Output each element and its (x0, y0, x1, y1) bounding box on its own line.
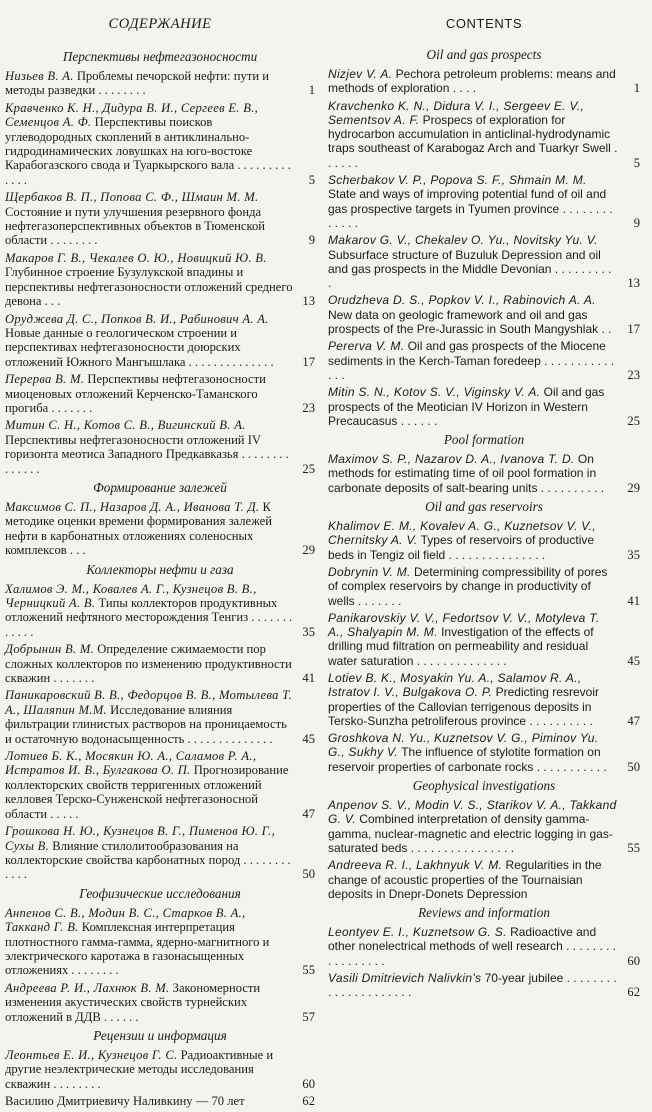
entry-title: Глубинное строение Бузулукской впадины и перспективы нефтегазоносности отложений среднего девона . . . (5, 265, 293, 309)
entry-page-number: 55 (627, 840, 640, 855)
entry-page-number: 62 (302, 1094, 315, 1109)
toc-entry[interactable] (328, 925, 640, 968)
entry-title: Прогнозирование коллекторских свойств терригенных отложений келловея Терско-Сунженской нефтегазоносной области . . . . . (5, 763, 289, 821)
entry-text (328, 611, 618, 668)
entry-text (5, 688, 293, 746)
entry-authors: Андреева Р. И., Лахнюк В. М. (5, 980, 170, 995)
entry-page-number: 60 (627, 953, 640, 968)
entry-page-number: 1 (633, 81, 640, 96)
entry-authors: Максимов С. П., Назаров Д. А., Иванова Т. Д. (5, 499, 260, 514)
entry-authors: Добрынин В. М. (5, 642, 95, 657)
russian-title: СОДЕРЖАНИЕ (108, 16, 212, 32)
entry-title: State and ways of improving potential fund of oil and gas prospective targets in Tyumen province . . . . . . . . . . . . . (328, 187, 613, 230)
entry-title: К методике оценки времени формирования залежей нефти в карбонатных отложениях соленосных комплексов . . . (5, 499, 272, 558)
toc-entry[interactable] (328, 293, 640, 336)
russian-contents-column (5, 0, 315, 1112)
entry-title: Oil and gas prospects of the Meotician IV Horizon in Western Precaucasus . . . . . . (328, 385, 605, 428)
toc-entry[interactable] (328, 611, 640, 668)
entry-title: Закономерности изменения акустических свойств турнейских отложений в ДДВ . . . . . . (5, 980, 261, 1024)
toc-entry[interactable] (328, 233, 640, 290)
entry-authors: Оруджева Д. С., Попков В. И., Рабинович А. А. (5, 311, 269, 326)
entry-text (5, 190, 293, 248)
entry-text (328, 99, 618, 170)
entry-text (328, 519, 618, 562)
toc-entry[interactable] (5, 372, 315, 415)
entry-authors: Кравченко К. Н., Дидура В. И., Сергеев Е. В., Семенцов А. Ф. (5, 100, 259, 130)
toc-entry[interactable] (5, 251, 315, 309)
entry-title: Перспективы нефтегазоносности миоценовых отложений Керченско-Таманского прогиба . . . . . . . (5, 372, 266, 415)
entry-authors: Maximov S. P., Nazarov D. A., Ivanova T. D. (328, 452, 575, 467)
entry-authors: Лотиев Б. К., Мосякин Ю. А., Саламов Р. А., Истратов И. В., Булгакова О. П. (5, 749, 257, 778)
entry-page-number: 13 (627, 276, 640, 291)
entry-title: Радиоактивные и другие неэлектрические методы исследования скважин . . . . . . . . (5, 1047, 274, 1091)
entry-text (5, 312, 293, 370)
entry-authors: Dobrynin V. M. (328, 564, 411, 579)
entry-authors: Низьев В. А. (5, 69, 74, 83)
entry-page-number: 5 (308, 172, 315, 187)
toc-entry[interactable] (5, 1094, 315, 1108)
entry-text (5, 642, 293, 685)
toc-entry[interactable] (5, 981, 315, 1024)
entry-text (5, 251, 293, 309)
toc-entry[interactable] (5, 824, 315, 882)
entry-page-number: 55 (302, 963, 315, 978)
entry-text (328, 671, 618, 728)
entry-page-number: 47 (627, 713, 640, 728)
entry-text (328, 385, 618, 428)
entry-text (328, 858, 618, 901)
entry-authors: Грошкова Н. Ю., Кузнецов В. Г., Пименов Ю. Г., Сухы В. (5, 824, 276, 853)
toc-entry[interactable] (328, 565, 640, 608)
entry-page-number: 45 (302, 731, 315, 746)
entry-page-number: 9 (308, 233, 315, 248)
entry-title: Перспективы нефтегазоносности отложений IV горизонта меотиса Западного Предкавказья . . . . . . . . . . . . . . (5, 432, 289, 476)
entry-page-number: 29 (302, 543, 315, 558)
toc-entry[interactable] (5, 906, 315, 978)
entry-page-number: 13 (302, 294, 315, 309)
toc-entry[interactable] (5, 101, 315, 187)
toc-entry[interactable] (328, 858, 640, 901)
toc-entry[interactable] (5, 688, 315, 746)
entry-authors: Mitin S. N., Kotov S. V., Viginsky V. A. (328, 385, 541, 400)
entry-text (5, 372, 293, 415)
entry-title: Комплексная интерпретация плотностного гамма-гамма, ядерно-магнитного и электрического каротажа в газонасыщенных отложениях . . . . . . . . (5, 920, 270, 978)
entry-authors: Анпенов С. В., Модин В. С., Старков В. А., Такканд Г. В. (5, 905, 246, 935)
toc-entry[interactable] (5, 1048, 315, 1091)
english-contents-column (328, 0, 640, 1003)
entry-title: Subsurface structure of Buzuluk Depression and oil and gas prospects in the Middle Devonian . . . . . . . . . . (328, 247, 612, 291)
entry-authors: Khalimov E. M., Kovalev A. G., Kuznetsov V. V., Chernitsky A. V. (328, 519, 596, 548)
toc-entry[interactable] (328, 798, 640, 855)
entry-authors: Леонтьев Е. И., Кузнецов Г. С. (5, 1047, 178, 1062)
toc-entry[interactable] (328, 971, 640, 1000)
entry-authors: Andreeva R. I., Lakhnyuk V. M. (328, 858, 503, 873)
entry-authors: Lotiev B. K., Mosyakin Yu. A., Salamov R. A., Istratov I. V., Bulgakova O. P. (328, 670, 582, 700)
section-heading: Oil and gas reservoirs (425, 499, 543, 515)
entry-page-number: 23 (627, 367, 640, 382)
entry-title: Investigation of the effects of drilling mud filtration on permeability and residual water saturation . . . . . . . . . . . . . . (328, 625, 594, 668)
entry-title: The influence of stylotite formation on reservoir properties of carbonate rocks . . . . . . . . . . . (328, 745, 607, 774)
entry-authors: Scherbakov V. P., Popova S. F., Shmain M. M. (328, 173, 587, 188)
entry-page-number: 35 (302, 624, 315, 639)
entry-text (328, 731, 618, 774)
entry-title: New data on geologic framework and oil and gas prospects of the Pre-Jurassic in South Mangyshlak . . (328, 307, 612, 337)
entry-title: Перспективы поисков углеводородных скоплений в антиклинально-гидродинамических ловушках на юго-востоке Карабогазского свода и Туаркырского вала . . . . . . . . . . . . . (5, 115, 291, 187)
entry-text (5, 824, 293, 882)
section-heading: Перспективы нефтегазоносности (62, 49, 258, 64)
entry-title: 70-year jubilee . . . . . . . . . . . . . . . . . . . . . (328, 971, 617, 1000)
entry-title: Влияние стилолитообразования на коллекторские свойства карбонатных пород . . . . . . . . . . . . (5, 838, 291, 882)
entry-text (328, 173, 618, 230)
entry-text (5, 1048, 293, 1091)
entry-title: Исследование влияния фильтрации глинистых растворов на проницаемость и остаточную водонасыщенность . . . . . . . . . . . . . . (5, 702, 287, 746)
entry-authors: Nizjev V. A. (328, 67, 393, 81)
toc-entry[interactable] (328, 99, 640, 170)
entry-text (328, 339, 618, 382)
entry-text (5, 906, 293, 978)
entry-authors: Panikarovskiy V. V., Fedortsov V. V., Motyleva T. A., Shalyapin M. M. (328, 610, 600, 640)
entry-page-number: 50 (302, 867, 315, 882)
entry-authors: Vasili Dmitrievich Nalivkin's (328, 971, 482, 986)
entry-page-number: 41 (302, 671, 315, 686)
entry-page-number: 29 (627, 480, 640, 495)
entry-text (328, 925, 618, 968)
entry-text (5, 981, 293, 1024)
entry-text (5, 1094, 293, 1108)
entry-title: Oil and gas prospects of the Miocene sediments in the Kerch-Taman foredeep . . . . . . . . . . . . . . (328, 339, 615, 382)
entry-page-number: 60 (302, 1076, 315, 1091)
russian-sections (5, 49, 315, 1109)
section-heading: Геофизические исследования (79, 885, 241, 901)
entry-page-number: 17 (627, 322, 640, 337)
toc-entry[interactable] (328, 671, 640, 728)
entry-page-number: 47 (302, 806, 315, 821)
entry-title: Определение сжимаемости пор сложных коллекторов по изменению продуктивности скважин . . . . . . . (5, 642, 292, 686)
entry-title: Combined interpretation of density gamma-gamma, nuclear-magnetic and electric logging in gas-saturated beds . . . . . . . . . . . . . . . . (328, 812, 613, 855)
entry-text (5, 749, 293, 821)
entry-title: Новые данные о геологическом строении и перспективах нефтегазоносности доюрских отложений Южного Мангышлака . . . . . . . . . . . . . . (5, 325, 274, 369)
entry-page-number: 23 (302, 400, 315, 415)
entry-title: Состояние и пути улучшения резервного фонда нефтегазоперспективных объектов в Тюменской области . . . . . . . . (5, 204, 266, 248)
entry-page-number: 1 (308, 83, 315, 98)
entry-title: Типы коллекторов продуктивных отложений нефтяного месторождения Тенгиз . . . . . . . . . . . . (5, 596, 293, 639)
entry-authors: Халимов Э. М., Ковалев А. Г., Кузнецов В. В., Черницкий А. В. (5, 581, 257, 610)
entry-title: Проблемы печорской нефти: пути и методы разведки . . . . . . . . (5, 69, 269, 98)
section-heading: Reviews and information (418, 905, 550, 921)
toc-entry[interactable] (328, 731, 640, 774)
entry-authors: Orudzheva D. S., Popkov V. I., Rabinovich A. A. (328, 293, 596, 308)
entry-title: Determining compressibility of pores of complex reservoirs by change in productivity of wells . . . . . . . (328, 564, 608, 608)
entry-authors: Перерва В. М. (5, 372, 85, 387)
entry-title: Radioactive and other nonelectrical methods of well research . . . . . . . . . . . . . . . . . (328, 925, 617, 968)
entry-title: On methods for estimating time of oil pool formation in carbonate deposits of salt-bearing units . . . . . . . . . . (328, 452, 605, 495)
section-heading: Oil and gas prospects (426, 47, 542, 62)
toc-entry[interactable] (5, 190, 315, 248)
entry-authors: Leontyev E. I., Kuznetsow G. S. (328, 925, 507, 940)
entry-authors: Митин С. Н., Котов С. В., Вигинский В. А. (5, 418, 246, 433)
entry-page-number: 17 (302, 354, 315, 369)
entry-page-number: 25 (302, 461, 315, 476)
entry-page-number: 35 (627, 547, 640, 562)
entry-authors: Kravchenko K. N., Didura V. I., Sergeev E. V., Sementsov A. F. (328, 98, 585, 127)
entry-title: Prospecs of exploration for hydrocarbon accumulation in anticlinal-hydrodynamic traps southeast of Karabogaz Arch and Tuarkyr Swell . . . . . . (328, 112, 618, 170)
entry-authors: Макаров Г. В., Чекалев О. Ю., Новицкий Ю. В. (5, 250, 267, 265)
entry-page-number: 50 (627, 759, 640, 774)
toc-entry[interactable] (328, 173, 640, 230)
english-title: CONTENTS (445, 16, 523, 31)
entry-text (328, 971, 618, 1000)
english-sections (328, 47, 640, 1000)
entry-text (328, 798, 618, 855)
entry-text (328, 565, 618, 608)
toc-entry[interactable] (5, 582, 315, 640)
section-heading: Pool formation (443, 432, 525, 448)
entry-title: Василию Дмитриевичу Наливкину — 70 лет (5, 1094, 245, 1109)
section-heading: Коллекторы нефти и газа (86, 561, 234, 577)
section-heading: Рецензии и информация (93, 1027, 227, 1043)
toc-entry[interactable] (5, 642, 315, 685)
entry-text (5, 101, 293, 187)
entry-page-number: 9 (633, 215, 640, 230)
toc-entry[interactable] (328, 452, 640, 495)
toc-entry[interactable] (5, 500, 315, 558)
toc-entry[interactable] (5, 69, 315, 98)
entry-page-number: 62 (627, 985, 640, 1000)
entry-text (5, 69, 293, 98)
toc-entry[interactable] (328, 339, 640, 382)
toc-entry[interactable] (328, 67, 640, 96)
entry-page-number: 25 (627, 413, 640, 428)
entry-text (5, 418, 293, 476)
toc-entry[interactable] (328, 385, 640, 428)
entry-authors: Паникаровский В. В., Федорцов В. В., Мотылева Т. А., Шаляпин М.М. (5, 688, 293, 717)
entry-authors: Makarov G. V., Chekalev O. Yu., Novitsky Yu. V. (328, 233, 598, 248)
entry-text (328, 67, 618, 96)
toc-entry[interactable] (328, 519, 640, 562)
entry-text (328, 452, 618, 495)
entry-text (5, 500, 293, 558)
entry-title: Pechora petroleum problems: means and methods of exploration . . . . (328, 67, 616, 96)
entry-page-number: 41 (627, 593, 640, 608)
section-heading: Geophysical investigations (412, 778, 556, 794)
entry-title: Regularities in the change of acoustic properties of the Tournaisian deposits in Dnepr-Donets Depression (328, 858, 602, 901)
toc-entry[interactable] (5, 418, 315, 476)
toc-entry[interactable] (5, 312, 315, 370)
entry-title: Predicting resrevoir properties of the Callovian terrigenous deposits in Tersko-Sunzha petroliferous province . . . . . . . . . . (328, 685, 599, 728)
entry-page-number: 57 (302, 1009, 315, 1024)
toc-entry[interactable] (5, 749, 315, 821)
entry-page-number: 5 (633, 155, 640, 170)
section-heading: Формирование залежей (93, 479, 227, 495)
entry-text (328, 293, 618, 336)
entry-authors: Щербаков В. П., Попова С. Ф., Шмаин М. М. (5, 190, 259, 205)
entry-text (328, 233, 618, 290)
entry-authors: Anpenov S. V., Modin V. S., Starikov V. A., Takkand G. V. (328, 798, 617, 827)
entry-authors: Pererva V. M. (328, 339, 405, 354)
entry-page-number: 45 (627, 653, 640, 668)
entry-authors: Groshkova N. Yu., Kuznetsov V. G., Piminov Yu. G., Sukhy V. (328, 731, 599, 760)
entry-text (5, 582, 293, 640)
entry-title: Types of reservoirs of productive beds in Tengiz oil field . . . . . . . . . . . . . . . (328, 533, 595, 562)
